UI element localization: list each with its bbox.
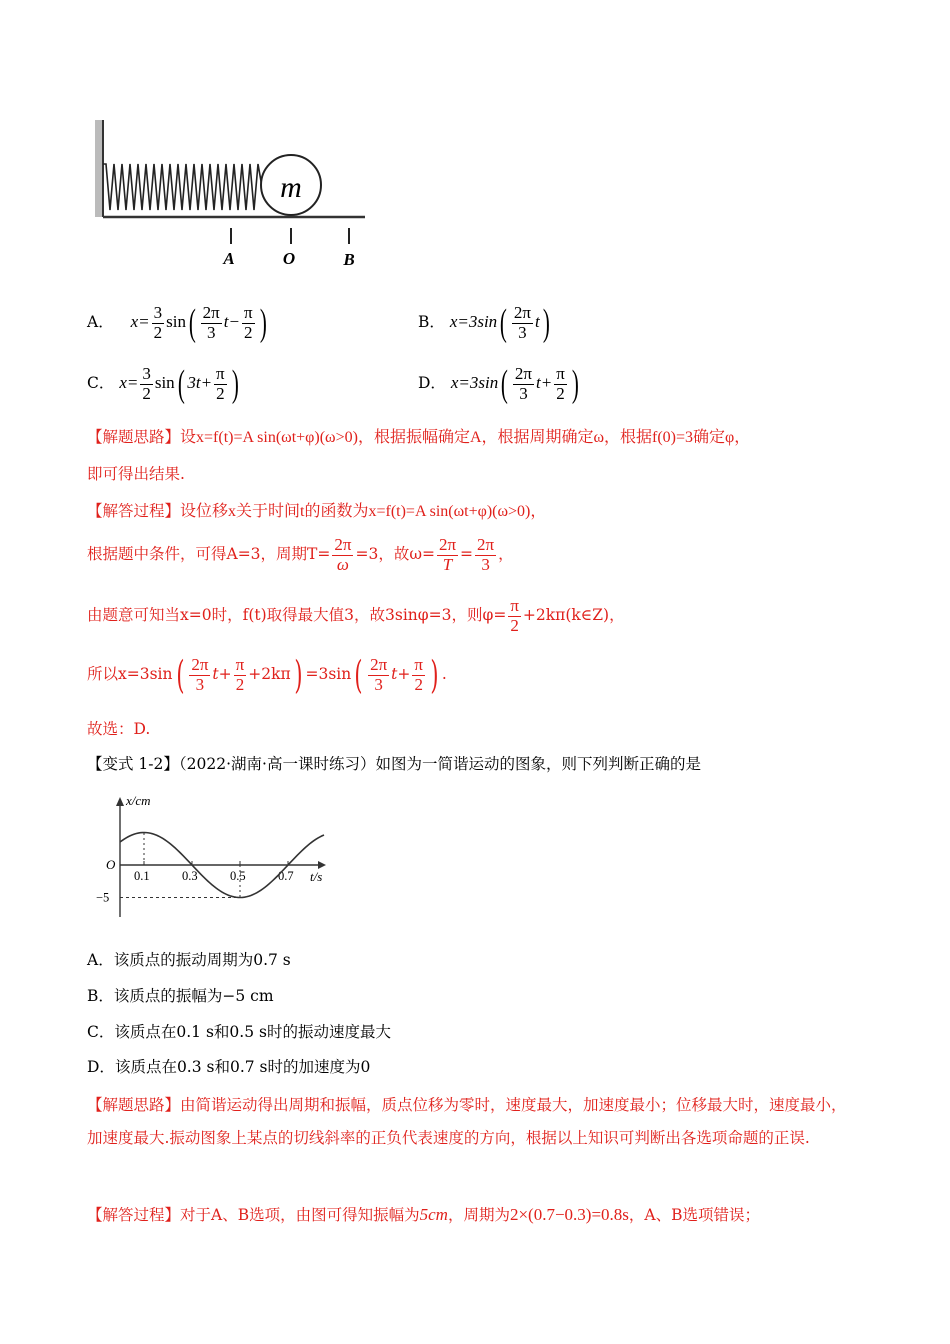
q2-process: 【解答过程】对于A、B选项，由图可得知振幅为5cm，周期为2×(0.7−0.3)=0.8s，A、B选项错误； <box>87 1205 760 1224</box>
sho-chart <box>90 785 340 925</box>
q2-option-d[interactable]: D．该质点在0.3 s和0.7 s时的加速度为0 <box>87 1058 371 1076</box>
spring <box>103 164 262 210</box>
q1-process-line-2: 根据题中条件，可得A=3，周期T= $\frac{2\pi}{\omega}$ =3，故ω= $\frac{2\pi}{T}$ = $\frac{2\pi}{3}$ ， <box>87 535 514 574</box>
q1-option-a[interactable]: A． x= $\frac{3}{2}$ sin( $\frac{2\pi}{3}$ t− $\frac{\pi}{2}$ ) <box>87 302 267 345</box>
mass-label: m <box>280 171 302 204</box>
q1-process-line-3: 由题意可知当x=0时，f(t)取得最大值3，故3sinφ=3，则φ= $\frac{\pi}{2}$ +2kπ(k∈Z)， <box>87 596 625 635</box>
x-tick-label: 0.1 <box>134 869 150 883</box>
q1-option-d[interactable]: D． x=3sin( $\frac{2\pi}{3}$ t+ $\frac{\pi}{2}$ ) <box>418 363 579 406</box>
q1-answer: 故选：D. <box>87 720 151 738</box>
point-B-label: B <box>343 250 355 269</box>
point-O-label: O <box>282 249 296 268</box>
x-axis-arrow <box>318 861 326 869</box>
x-tick-label: 0.3 <box>182 869 198 883</box>
q2-option-a[interactable]: A．该质点的振动周期为0.7 s <box>87 951 291 969</box>
q1-option-c[interactable]: C． x= $\frac{3}{2}$ sin( 3t+ $\frac{\pi}{2}$ ) <box>87 363 239 406</box>
point-A-label: A <box>223 249 235 268</box>
idea-label: 【解题思路】 <box>87 428 181 446</box>
q1-process-line-1: 【解答过程】设位移x关于时间t的函数为x=f(t)=A sin(ωt+φ)(ω>0)， <box>87 502 547 520</box>
wall <box>95 120 103 217</box>
y-tick-label: −5 <box>96 890 110 905</box>
q2-option-b[interactable]: B．该质点的振幅为−5 cm <box>87 987 274 1005</box>
x-axis-label: t/s <box>310 869 323 884</box>
q1-process-line-4: 所以x=3sin( $\frac{2\pi}{3}$ t+ $\frac{\pi}{2}$ +2kπ) =3sin( $\frac{2\pi}{3}$ t+ $\frac{\pi}{2}$ ) . <box>87 653 447 698</box>
q2-title: 【变式 1-2】（2022·湖南·高一课时练习）如图为一简谐运动的图象，则下列判断正确的是 <box>87 755 701 773</box>
origin-label: O <box>106 857 116 872</box>
x-tick-label: 0.5 <box>230 869 246 883</box>
q1-idea: 【解题思路】设x=f(t)=A sin(ωt+φ)(ω>0)，根据振幅确定A，根据周期确定ω，根据f(0)=3确定φ， <box>87 428 751 446</box>
q1-idea-cont: 即可得出结果. <box>87 465 185 483</box>
y-axis-label: x/cm <box>126 793 151 808</box>
q2-idea: 【解题思路】由简谐运动得出周期和振幅，质点位移为零时，速度最大，加速度最小；位移最大时，速度最小，加速度最大.振动图象上某点的切线斜率的正负代表速度的方向，根据以上知识可判断出各选项命题的正误. <box>87 1096 847 1147</box>
y-axis-arrow <box>116 797 124 806</box>
q2-option-c[interactable]: C．该质点在0.1 s和0.5 s时的振动速度最大 <box>87 1023 391 1041</box>
x-tick-label: 0.7 <box>278 869 294 883</box>
q1-option-b[interactable]: B． x=3sin( $\frac{2\pi}{3}$ t) <box>418 302 550 345</box>
spring-mass-diagram <box>90 112 380 272</box>
